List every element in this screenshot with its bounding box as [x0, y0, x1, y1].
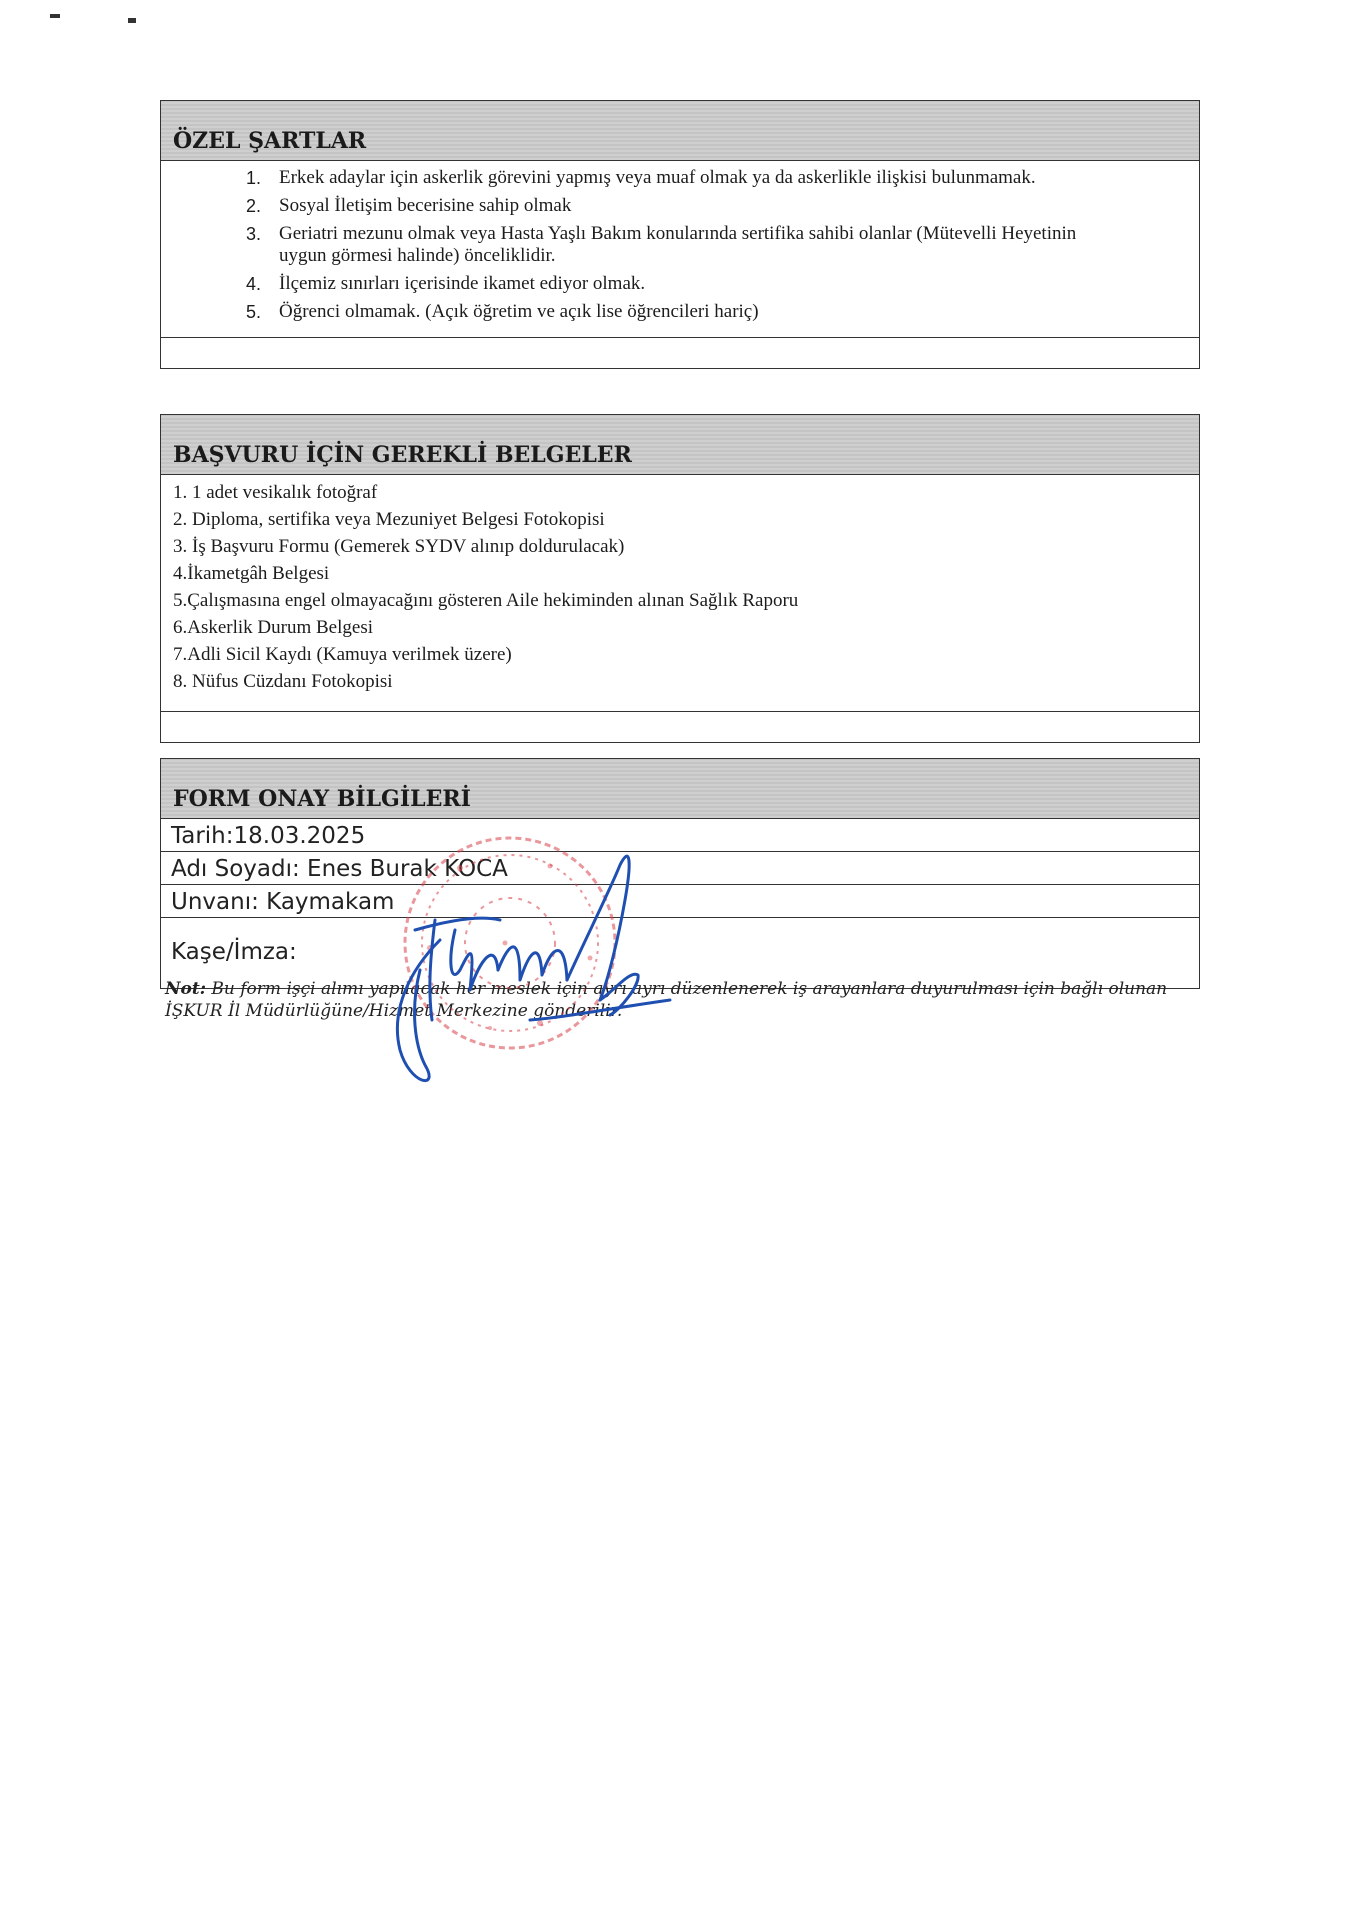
- belgeler-title: BAŞVURU İÇİN GEREKLİ BELGELER: [161, 415, 1199, 475]
- note-label: Not:: [165, 979, 207, 999]
- unvani-row: Unvanı: Kaymakam: [161, 885, 1199, 918]
- scan-mark: [50, 14, 60, 18]
- list-item: 5.Çalışmasına engel olmayacağını gösteren Aile hekiminden alınan Sağlık Raporu: [173, 590, 799, 611]
- list-item: 5. Öğrenci olmamak. (Açık öğretim ve açık lise öğrencileri hariç): [245, 301, 759, 322]
- list-item: 1. Erkek adaylar için askerlik görevini yapmış veya muaf olmak ya da askerlikle ilişkisi bulunmamak.: [245, 167, 1036, 188]
- belgeler-list: [161, 475, 1199, 711]
- list-item: 3. Geriatri mezunu olmak veya Hasta Yaşlı Bakım konularında sertifika sahibi olanlar (Mütevelli Heyetinin uygun görmesi halinde) önceliklidir.: [245, 223, 1077, 266]
- list-item: 7.Adli Sicil Kaydı (Kamuya verilmek üzere): [173, 644, 512, 665]
- list-item: 3. İş Başvuru Formu (Gemerek SYDV alınıp doldurulacak): [173, 536, 625, 557]
- list-item: 2. Diploma, sertifika veya Mezuniyet Belgesi Fotokopisi: [173, 509, 605, 530]
- section-spacer-row: [161, 337, 1199, 368]
- list-item: 2. Sosyal İletişim becerisine sahip olmak: [245, 195, 572, 216]
- list-item: 4. İlçemiz sınırları içerisinde ikamet ediyor olmak.: [245, 273, 646, 294]
- ozel-sartlar-list: [161, 161, 1199, 337]
- signature-icon: [370, 820, 700, 1100]
- kase-imza-row: Kaşe/İmza:: [171, 939, 297, 965]
- form-onay-title: FORM ONAY BİLGİLERİ: [161, 759, 1199, 819]
- list-item: 8. Nüfus Cüzdanı Fotokopisi: [173, 671, 393, 692]
- list-item: 6.Askerlik Durum Belgesi: [173, 617, 374, 638]
- note-text: Bu form işçi alımı yapılacak her meslek için ayrı ayrı düzenlenerek iş arayanlara duyurulması için bağlı olunan İŞKUR İl Müdürlüğüne/Hizmet Merkezine gönderilir.: [165, 979, 1168, 1021]
- scan-mark: [128, 18, 136, 23]
- section-spacer-row: [161, 711, 1199, 742]
- belgeler-section: [160, 414, 1200, 743]
- list-item: 1. 1 adet vesikalık fotoğraf: [173, 482, 378, 503]
- ozel-sartlar-title: ÖZEL ŞARTLAR: [161, 101, 1199, 161]
- ozel-sartlar-section: [160, 100, 1200, 369]
- list-item: 4.İkametgâh Belgesi: [173, 563, 330, 584]
- tarih-row: Tarih:18.03.2025: [161, 819, 1199, 852]
- adi-soyadi-row: Adı Soyadı: Enes Burak KOCA: [161, 852, 1199, 885]
